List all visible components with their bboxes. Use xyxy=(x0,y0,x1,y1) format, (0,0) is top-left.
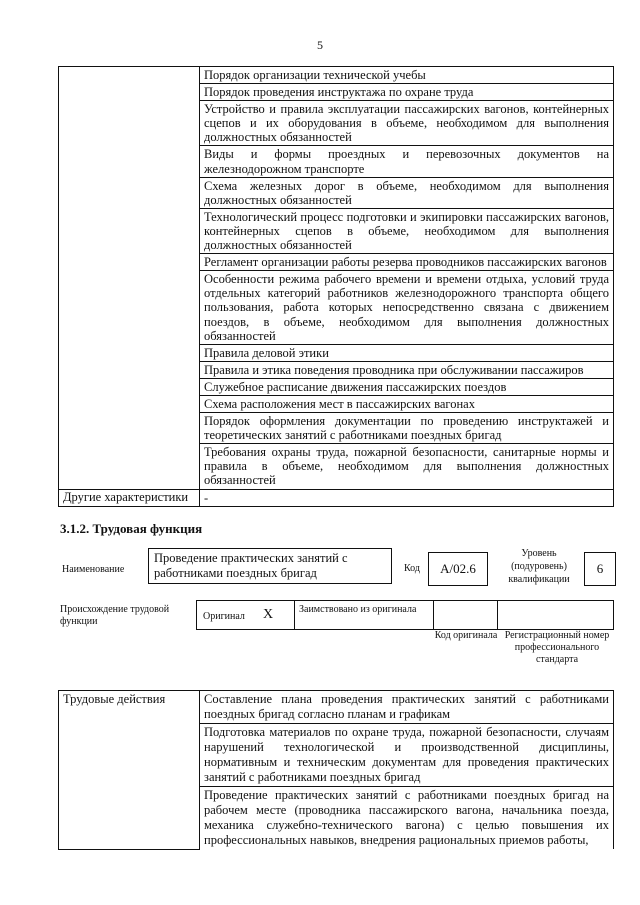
knowledge-item: Виды и формы проездных и перевозочных документов на железнодорожном транспорте xyxy=(200,146,614,177)
function-code-box: А/02.6 xyxy=(428,552,488,586)
function-name-box: Проведение практических занятий с работниками поездных бригад xyxy=(148,548,392,584)
other-characteristics-value: - xyxy=(200,489,614,506)
borrowed-label: Заимствовано из оригинала xyxy=(299,604,417,615)
actions-table xyxy=(58,690,614,850)
action-item: Проведение практических занятий с работниками поездных бригад на рабочем месте (проводника пассажирского вагона, начальника поезда, механика служебно-технического вагона) с целью повышения их профессиональных навыков, внедрения рациональных приемов работы, xyxy=(200,787,614,850)
knowledge-item: Схема железных дорог в объеме, необходимом для выполнения должностных обязанностей xyxy=(200,177,614,208)
name-label: Наименование xyxy=(62,564,125,575)
knowledge-item: Порядок организации технической учебы xyxy=(200,67,614,84)
knowledge-item: Правила и этика поведения проводника при обслуживании пассажиров xyxy=(200,361,614,378)
level-label: Уровень (подуровень) квалификации xyxy=(508,548,570,585)
knowledge-item: Служебное расписание движения пассажирских поездов xyxy=(200,378,614,395)
other-characteristics-label: Другие характеристики xyxy=(59,489,200,506)
knowledge-item: Схема расположения мест в пассажирских вагонах xyxy=(200,395,614,412)
code-caption: Код оригинала xyxy=(434,630,498,641)
action-item: Подготовка материалов по охране труда, пожарной безопасности, случаям нарушений технологической и производственной дисциплины, нормативным и техническим документам для проведения практических занятий с работниками поездных бригад xyxy=(200,724,614,787)
original-mark: X xyxy=(263,607,274,622)
knowledge-item: Порядок проведения инструктажа по охране труда xyxy=(200,84,614,101)
action-item: Составление плана проведения практических занятий с работниками поездных бригад согласно планам и графикам xyxy=(200,691,614,724)
knowledge-item: Порядок оформления документации по проведению инструктажей и теоретических занятий с работниками поездных бригад xyxy=(200,413,614,444)
knowledge-item: Устройство и правила эксплуатации пассажирских вагонов, контейнерных сцепов и их оборудования в объеме, необходимом для выполнения должностных обязанностей xyxy=(200,101,614,146)
code-label: Код xyxy=(404,563,420,574)
page-number: 5 xyxy=(317,38,323,52)
knowledge-item: Требования охраны труда, пожарной безопасности, санитарные нормы и правила в объеме, необходимом для выполнения должностных обязанностей xyxy=(200,444,614,489)
actions-label: Трудовые действия xyxy=(59,691,200,850)
knowledge-item: Регламент организации работы резерва проводников пассажирских вагонов xyxy=(200,254,614,271)
knowledge-item: Особенности режима рабочего времени и времени отдыха, условий труда отдельных категорий работников железнодорожного транспорта общего пользования, работа которых непосредственно связана с движением поездов, в объеме, необходимом для выполнения должностных обязанностей xyxy=(200,271,614,344)
reg-caption: Регистрационный номер профессионального стандарта xyxy=(504,630,610,665)
section-title: 3.1.2. Трудовая функция xyxy=(60,521,203,536)
knowledge-item: Правила деловой этики xyxy=(200,344,614,361)
knowledge-item: Технологический процесс подготовки и экипировки пассажирских вагонов, контейнерных сцепов в объеме, необходимом для выполнения должностных обязанностей xyxy=(200,208,614,253)
origin-label: Происхождение трудовой функции xyxy=(60,604,170,627)
level-box: 6 xyxy=(584,552,616,586)
original-label: Оригинал xyxy=(203,611,245,622)
